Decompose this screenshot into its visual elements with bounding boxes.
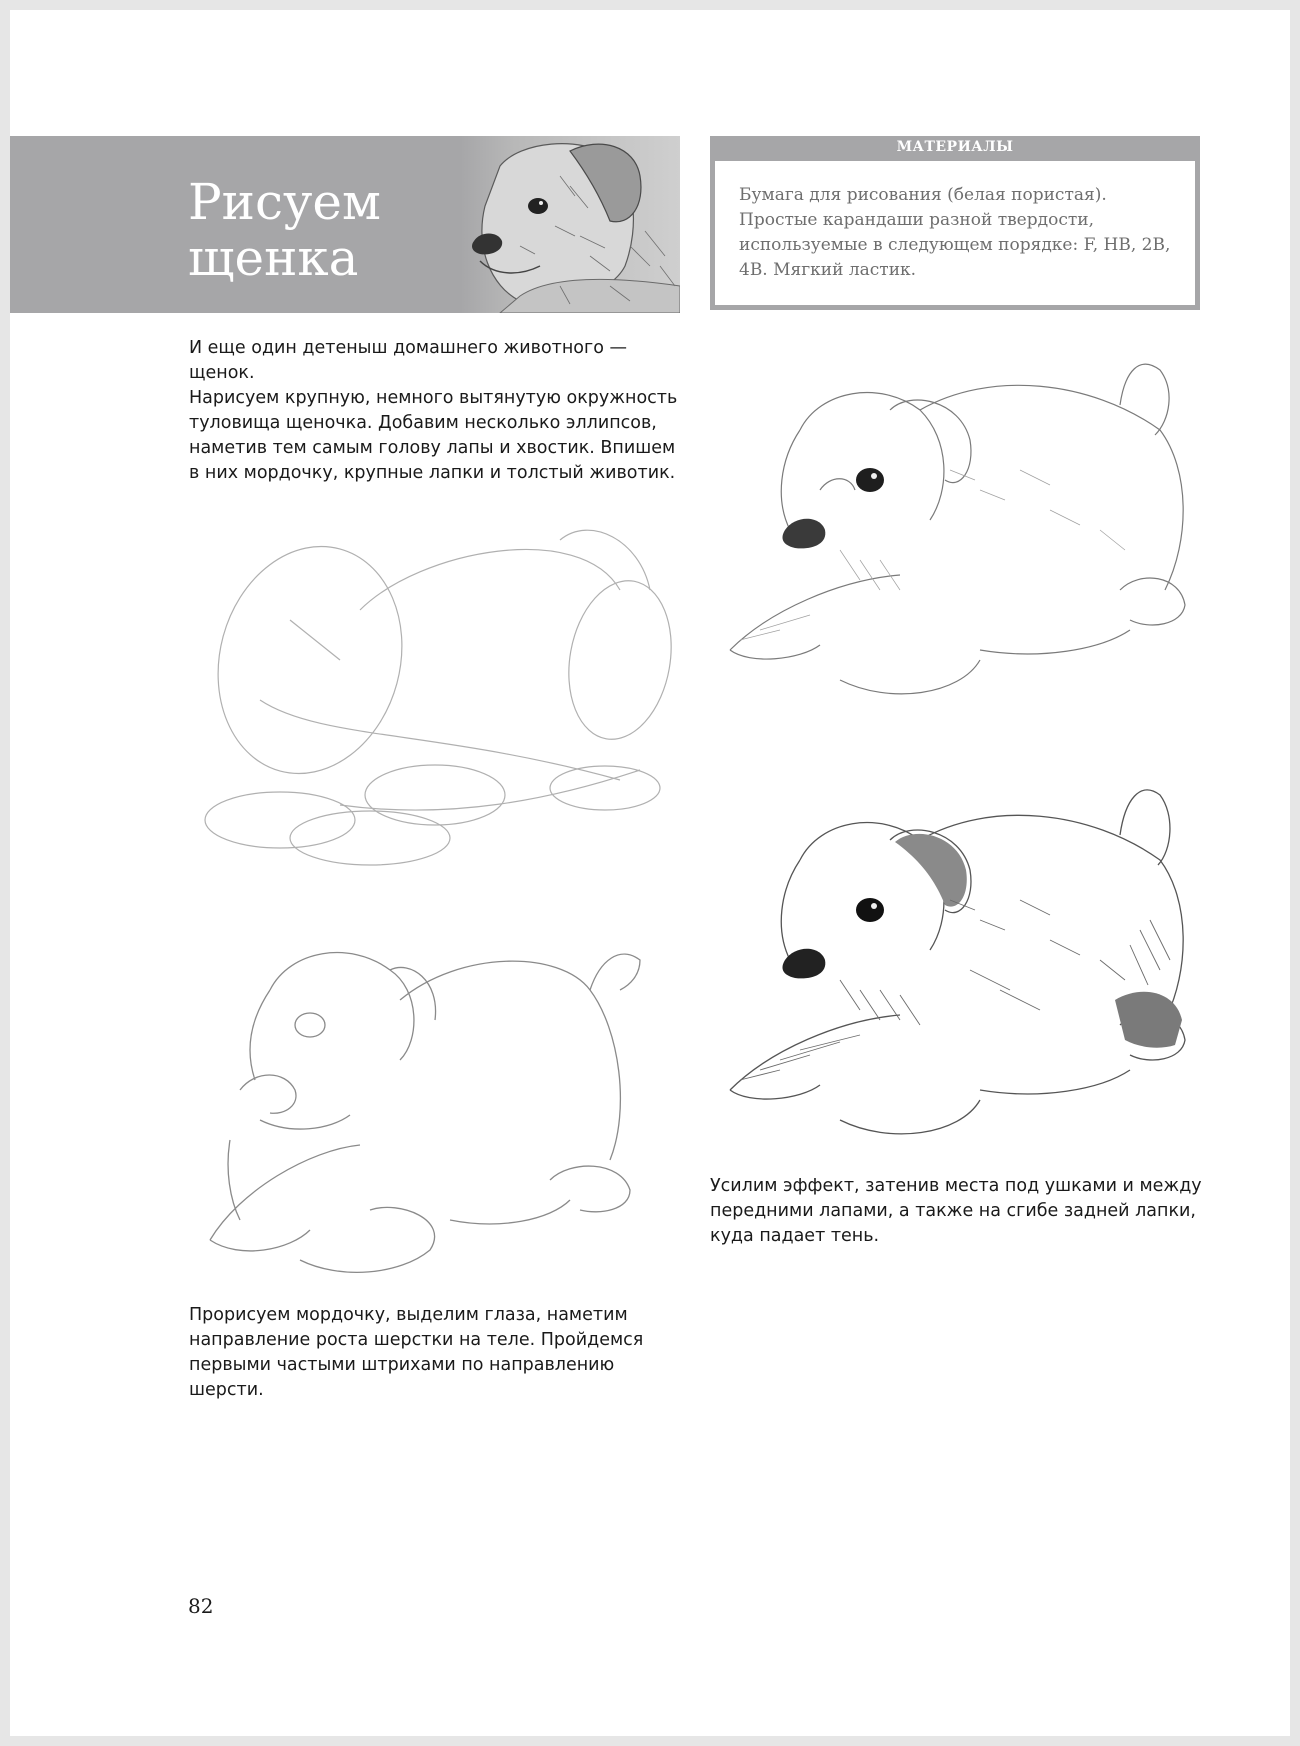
title-line-2: щенка: [188, 229, 359, 287]
page-number: 82: [188, 1594, 214, 1618]
intro-paragraph-1: И еще один детеныш домашнего животного — щенок.: [189, 338, 627, 383]
step-3-light-shading-drawing: [720, 350, 1210, 720]
intro-text: [189, 336, 689, 486]
step-4-caption-text: Усилим эффект, затенив места под ушками и между передними лапами, а также на сгибе задней лапки, куда падает тень.: [710, 1176, 1202, 1246]
book-page: [10, 10, 1290, 1736]
puppy-portrait-illustration: [460, 136, 680, 313]
step-4-caption: [710, 1174, 1205, 1249]
title-line-1: Рисуем: [188, 173, 381, 231]
materials-text: Бумага для рисования (белая пористая). Простые карандаши разной твердости, используемые в следующем порядке: F, HB, 2B, 4B. Мягкий ластик.: [710, 158, 1200, 310]
step-2-caption-text: Прорисуем мордочку, выделим глаза, наметим направление роста шерстки на теле. Пройдемся первыми частыми штрихами по направлению шерсти.: [189, 1305, 644, 1400]
title-banner: [10, 136, 680, 313]
step-1-construction-sketch: [200, 520, 690, 880]
materials-box: [710, 136, 1200, 310]
intro-paragraph-2: Нарисуем крупную, немного вытянутую окружность туловища щеночка. Добавим несколько эллипсов, наметив тем самым голову лапы и хвостик. Впишем в них мордочку, крупные лапки и толстый животик.: [189, 388, 678, 483]
step-2-outline-sketch: [200, 930, 690, 1290]
step-2-caption: [189, 1303, 689, 1403]
materials-heading: МАТЕРИАЛЫ: [710, 136, 1200, 158]
page-title: [188, 174, 381, 286]
step-4-final-shaded-drawing: [720, 770, 1210, 1150]
